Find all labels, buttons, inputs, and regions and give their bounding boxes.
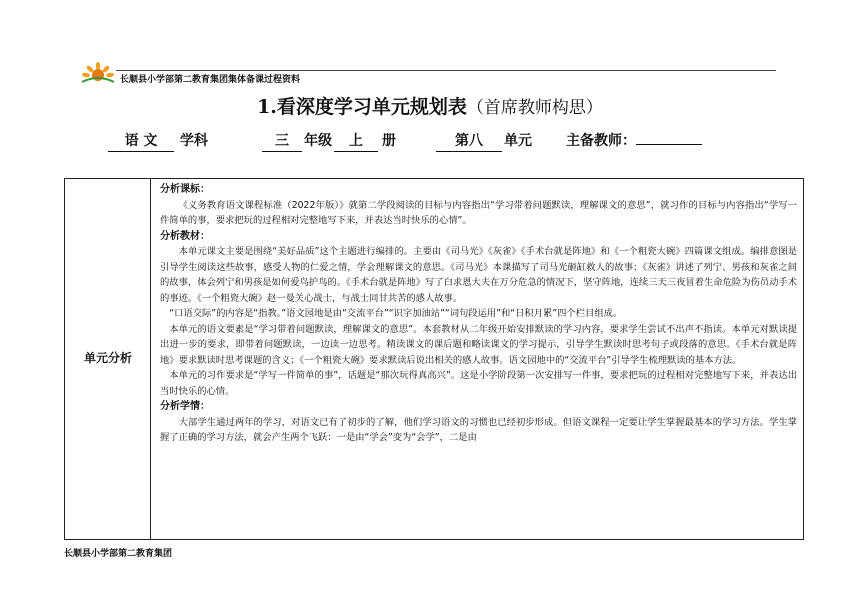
textbook-paragraph: “口语交际”的内容是“指教。”语文园地是由“交流平台”“识字加油站”“词句段运用”和“日积月累”四个栏目组成。 (169, 308, 623, 319)
subject-label: 学科 (180, 133, 208, 149)
unit-label: 单元 (504, 133, 532, 149)
teacher-label: 主备教师： (566, 133, 636, 149)
header-text: 长顺县小学部第二教育集团集体备课过程资料 (120, 75, 301, 85)
flower-sun-logo-icon (78, 62, 118, 84)
title-main: 1.看深度学习单元规划表 (257, 96, 467, 118)
unit-analysis-table (64, 178, 804, 540)
grade-field (262, 130, 396, 152)
header-rule (116, 70, 776, 71)
unit-field (436, 130, 532, 152)
section-heading-textbook: 分析教材： (160, 230, 210, 242)
textbook-paragraph: 本单元课文主要是围绕“美好品质”这个主题进行编排的。主要由《司马光》《灰雀》《手术台就是阵地》和《一个粗瓷大碗》四篇课文组成。编排意图是引导学生阅读这些故事，感受人物的仁爱之情，学会理解课文的意思。《司马光》本课描写了司马光砸缸救人的故事；《灰雀》讲述了列宁、男孩和灰雀之间的故事，体会列宁和男孩是如何爱鸟护鸟的。《手术台就是阵地》写了白求恩大夫在万分危急的情况下，坚守阵地，连续三天三夜冒着生命危险为伤员动手术的事迹。《一个粗瓷大碗》赵一曼关心战士，与战士同甘共苦的感人故事。 (160, 246, 797, 304)
title-sub: （首席教师构思） (466, 98, 603, 118)
teacher-value (636, 143, 702, 145)
subject-value: 语 文 (108, 130, 174, 152)
row-label: 单元分析 (83, 351, 132, 365)
row-label-cell (65, 179, 151, 539)
unit-value: 第八 (436, 130, 502, 152)
textbook-paragraph: 本单元的语文要素是“学习带着问题默读，理解课文的意思”。本套教材从二年级开始安排默读的学习内容，要求学生尝试不出声不指读。本单元对默读提出进一步的要求，即带着问题默读，一边读一边思考。精读课文的课后题和略读课文的学习提示，引导学生默读时思考句子或段落的意思。《手术台就是阵地》要求默读时思考课题的含义；《一个粗瓷大碗》要求默读后说出相关的感人故事。语文园地中的“交流平台”引导学生梳理默读的基本方法。 (160, 323, 797, 366)
analysis-content (160, 182, 797, 538)
teacher-field (566, 130, 702, 150)
students-paragraph: 大部学生通过两年的学习，对语文已有了初步的了解，他们学习语文的习惯也已经初步形成。但语文课程一定要让学生掌握最基本的学习方法。学生掌握了正确的学习方法，就会产生两个飞跃：一是由“学会”变为“会学”，二是由 (160, 416, 797, 443)
section-heading-curriculum: 分析课标： (160, 184, 210, 195)
subject-field (108, 130, 208, 152)
term-label: 册 (382, 133, 396, 149)
curriculum-paragraph: 《义务教育语文课程标准（2022年版）》就第二学段阅读的目标与内容指出“学习带着问题默读，理解课文的意思”，就习作的目标与内容指出“学写一件简单的事，要求把玩的过程相对完整地写下来，并表达当时快乐的心情”。 (160, 199, 797, 226)
term-value: 上 (334, 130, 378, 152)
grade-value: 三 (262, 130, 302, 152)
page-header (72, 62, 776, 84)
page-title (0, 92, 860, 119)
page-footer: 长顺县小学部第二教育集团 (64, 549, 173, 559)
textbook-paragraph: 本单元的习作要求是“学写一件简单的事”，话题是“那次玩得真高兴”。这是小学阶段第一次安排写一件事，要求把玩的过程相对完整地写下来，并表达出当时快乐的心情。 (160, 370, 797, 397)
section-heading-students: 分析学情： (160, 401, 210, 412)
grade-label: 年级 (304, 133, 332, 149)
